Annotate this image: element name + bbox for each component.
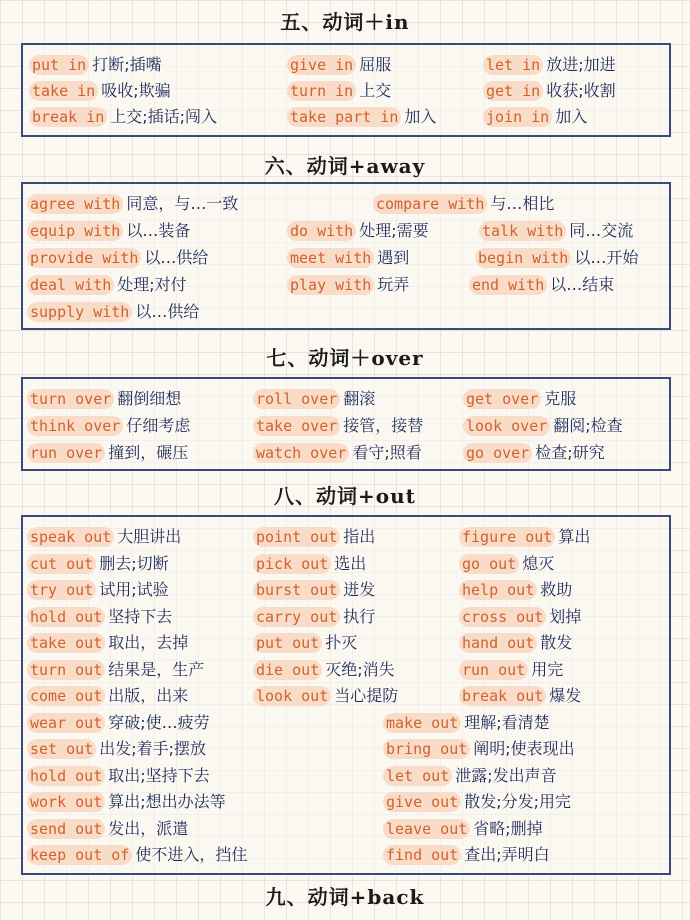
table-row bbox=[23, 300, 669, 324]
table-row bbox=[23, 658, 669, 682]
phrase: try out bbox=[27, 580, 96, 600]
phrase: wear out bbox=[27, 713, 105, 733]
phrase: turn out bbox=[27, 660, 105, 680]
meaning: 泄露;发出声音 bbox=[455, 765, 557, 785]
table-row bbox=[23, 817, 669, 841]
phrase: carry out bbox=[253, 607, 340, 627]
meaning: 吸收;欺骗 bbox=[101, 81, 171, 100]
section-title-out: 八、动词+out bbox=[274, 484, 416, 508]
list-item bbox=[253, 525, 375, 549]
meaning: 翻倒细想 bbox=[117, 389, 182, 408]
list-item bbox=[383, 790, 571, 814]
phrase: do with bbox=[287, 221, 356, 241]
meaning: 指出 bbox=[343, 527, 376, 546]
meaning: 同意，与…一致 bbox=[126, 194, 239, 213]
meaning: 选出 bbox=[334, 553, 367, 573]
phrase: speak out bbox=[27, 527, 114, 547]
table-row bbox=[23, 578, 669, 602]
table-row bbox=[23, 525, 669, 549]
phrase: turn over bbox=[27, 389, 114, 409]
meaning: 上交 bbox=[359, 81, 392, 100]
meaning: 扑灭 bbox=[325, 633, 358, 652]
phrase: let in bbox=[483, 55, 543, 75]
section-box-over bbox=[21, 377, 671, 471]
phrase: watch over bbox=[253, 443, 349, 463]
phrase: take out bbox=[27, 633, 105, 653]
table-row bbox=[23, 605, 669, 629]
phrase: think over bbox=[27, 416, 123, 436]
phrase: pick out bbox=[253, 554, 331, 574]
list-item bbox=[469, 273, 614, 297]
section-title-away: 六、动词+away bbox=[264, 154, 426, 178]
list-item bbox=[383, 843, 550, 867]
table-row bbox=[23, 192, 669, 216]
section-title-back: 九、动词+back bbox=[265, 885, 425, 909]
list-item bbox=[27, 387, 181, 411]
list-item bbox=[287, 105, 436, 129]
list-item bbox=[459, 605, 581, 629]
phrase: die out bbox=[253, 660, 322, 680]
table-row bbox=[23, 684, 669, 708]
list-item bbox=[287, 246, 409, 270]
phrase: let out bbox=[383, 766, 452, 786]
phrase: play with bbox=[287, 275, 374, 295]
phrase: agree with bbox=[27, 194, 123, 214]
table-row bbox=[23, 387, 669, 411]
phrase: cut out bbox=[27, 554, 96, 574]
list-item bbox=[27, 552, 169, 576]
list-item bbox=[459, 684, 581, 708]
list-item bbox=[383, 817, 543, 841]
meaning: 算出 bbox=[558, 527, 591, 546]
meaning: 收获;收割 bbox=[546, 81, 616, 100]
phrase: give out bbox=[383, 792, 461, 812]
phrase: hand out bbox=[459, 633, 537, 653]
phrase: go over bbox=[463, 443, 532, 463]
meaning: 加入 bbox=[555, 107, 588, 126]
meaning: 熄灭 bbox=[522, 553, 555, 573]
meaning: 划掉 bbox=[549, 606, 582, 626]
list-item bbox=[27, 764, 210, 788]
phrase: burst out bbox=[253, 580, 340, 600]
meaning: 爆发 bbox=[549, 686, 582, 705]
meaning: 处理;对付 bbox=[117, 275, 187, 294]
phrase: run over bbox=[27, 443, 105, 463]
phrase: equip with bbox=[27, 221, 123, 241]
phrase: get in bbox=[483, 81, 543, 101]
meaning: 同…交流 bbox=[569, 221, 634, 240]
phrase: join in bbox=[483, 107, 552, 127]
meaning: 出发;着手;摆放 bbox=[99, 739, 207, 758]
list-item bbox=[253, 441, 422, 465]
meaning: 玩弄 bbox=[377, 275, 410, 294]
meaning: 大胆讲出 bbox=[117, 527, 182, 546]
phrase: break in bbox=[29, 107, 107, 127]
table-row bbox=[23, 552, 669, 576]
list-item bbox=[253, 578, 375, 602]
phrase: look out bbox=[253, 686, 331, 706]
phrase: hold out bbox=[27, 766, 105, 786]
list-item bbox=[27, 843, 247, 867]
phrase: hold out bbox=[27, 607, 105, 627]
list-item bbox=[27, 441, 188, 465]
phrase: take over bbox=[253, 416, 340, 436]
meaning: 结果是，生产 bbox=[108, 659, 205, 679]
phrase: get over bbox=[463, 389, 541, 409]
list-item bbox=[27, 273, 187, 297]
meaning: 执行 bbox=[343, 606, 376, 626]
list-item bbox=[287, 219, 429, 243]
meaning: 查出;弄明白 bbox=[464, 845, 550, 864]
list-item bbox=[27, 631, 188, 655]
phrase: keep out of bbox=[27, 845, 132, 865]
section-box-away bbox=[21, 182, 671, 330]
list-item bbox=[27, 192, 238, 216]
list-item bbox=[27, 658, 204, 682]
list-item bbox=[479, 219, 633, 243]
meaning: 加入 bbox=[404, 107, 437, 126]
phrase: work out bbox=[27, 792, 105, 812]
list-item bbox=[29, 79, 171, 103]
phrase: provide with bbox=[27, 248, 141, 268]
list-item bbox=[27, 525, 181, 549]
list-item bbox=[253, 631, 357, 655]
list-item bbox=[287, 273, 409, 297]
list-item bbox=[383, 711, 550, 735]
meaning: 以…结束 bbox=[550, 275, 615, 294]
list-item bbox=[287, 79, 391, 103]
meaning: 阐明;使表现出 bbox=[473, 739, 575, 758]
phrase: meet with bbox=[287, 248, 374, 268]
meaning: 取出;坚持下去 bbox=[108, 765, 210, 785]
phrase: look over bbox=[463, 416, 550, 436]
phrase: break out bbox=[459, 686, 546, 706]
phrase: help out bbox=[459, 580, 537, 600]
list-item bbox=[459, 658, 563, 682]
phrase: begin with bbox=[475, 248, 571, 268]
meaning: 试用;试验 bbox=[99, 580, 169, 599]
list-item bbox=[459, 578, 572, 602]
meaning: 出版，出来 bbox=[108, 686, 189, 705]
table-row bbox=[23, 441, 669, 465]
table-row bbox=[23, 53, 669, 77]
meaning: 与…相比 bbox=[490, 194, 555, 213]
phrase: take part in bbox=[287, 107, 401, 127]
list-item bbox=[475, 246, 638, 270]
table-row bbox=[23, 273, 669, 297]
phrase: supply with bbox=[27, 302, 132, 322]
list-item bbox=[27, 711, 210, 735]
meaning: 取出，去掉 bbox=[108, 633, 189, 652]
meaning: 撞到，碾压 bbox=[108, 443, 189, 462]
list-item bbox=[463, 387, 576, 411]
section-title-over: 七、动词＋over bbox=[266, 346, 424, 370]
list-item bbox=[287, 53, 391, 77]
phrase: find out bbox=[383, 845, 461, 865]
list-item bbox=[27, 578, 169, 602]
phrase: point out bbox=[253, 527, 340, 547]
table-row bbox=[23, 105, 669, 129]
phrase: put out bbox=[253, 633, 322, 653]
table-row bbox=[23, 414, 669, 438]
list-item bbox=[459, 525, 590, 549]
phrase: bring out bbox=[383, 739, 470, 759]
list-item bbox=[29, 105, 217, 129]
meaning: 穿破;使…疲劳 bbox=[108, 712, 210, 732]
meaning: 当心提防 bbox=[334, 686, 399, 705]
table-row bbox=[23, 219, 669, 243]
list-item bbox=[383, 737, 575, 761]
meaning: 以…供给 bbox=[144, 248, 209, 267]
meaning: 省略;删掉 bbox=[473, 818, 543, 838]
section-title-in: 五、动词＋in bbox=[280, 10, 410, 34]
table-row bbox=[23, 737, 669, 761]
section-box-in bbox=[21, 43, 671, 137]
list-item bbox=[459, 552, 554, 576]
list-item bbox=[383, 764, 557, 788]
meaning: 打断;插嘴 bbox=[92, 55, 162, 74]
list-item bbox=[27, 300, 199, 324]
meaning: 翻阅;检查 bbox=[553, 416, 623, 435]
meaning: 放进;加进 bbox=[546, 55, 616, 74]
phrase: end with bbox=[469, 275, 547, 295]
list-item bbox=[483, 105, 587, 129]
list-item bbox=[483, 53, 616, 77]
phrase: run out bbox=[459, 660, 528, 680]
meaning: 用完 bbox=[531, 659, 564, 679]
table-row bbox=[23, 843, 669, 867]
list-item bbox=[463, 441, 605, 465]
phrase: make out bbox=[383, 713, 461, 733]
list-item bbox=[27, 684, 188, 708]
meaning: 散发;分发;用完 bbox=[464, 792, 572, 811]
list-item bbox=[27, 414, 190, 438]
phrase: come out bbox=[27, 686, 105, 706]
meaning: 看守;照看 bbox=[352, 443, 422, 462]
list-item bbox=[463, 414, 623, 438]
meaning: 处理;需要 bbox=[359, 221, 429, 240]
meaning: 散发 bbox=[540, 633, 573, 652]
phrase: give in bbox=[287, 55, 356, 75]
meaning: 屈服 bbox=[359, 55, 392, 74]
meaning: 迸发 bbox=[343, 580, 376, 599]
table-row bbox=[23, 631, 669, 655]
phrase: turn in bbox=[287, 81, 356, 101]
phrase: leave out bbox=[383, 819, 470, 839]
meaning: 使不进入，挡住 bbox=[135, 845, 248, 864]
phrase: go out bbox=[459, 554, 519, 574]
list-item bbox=[29, 53, 162, 77]
phrase: send out bbox=[27, 819, 105, 839]
meaning: 上交;插话;闯入 bbox=[110, 107, 218, 126]
list-item bbox=[253, 605, 375, 629]
meaning: 灭绝;消失 bbox=[325, 659, 395, 679]
meaning: 以…开始 bbox=[574, 248, 639, 267]
list-item bbox=[27, 219, 190, 243]
table-row bbox=[23, 764, 669, 788]
list-item bbox=[253, 658, 395, 682]
list-item bbox=[253, 552, 366, 576]
phrase: roll over bbox=[253, 389, 340, 409]
list-item bbox=[483, 79, 616, 103]
meaning: 算出;想出办法等 bbox=[108, 792, 226, 811]
list-item bbox=[27, 817, 188, 841]
list-item bbox=[253, 414, 423, 438]
meaning: 克服 bbox=[544, 389, 577, 408]
table-row bbox=[23, 790, 669, 814]
phrase: talk with bbox=[479, 221, 566, 241]
list-item bbox=[27, 605, 172, 629]
meaning: 接管，接替 bbox=[343, 416, 424, 435]
table-row bbox=[23, 79, 669, 103]
meaning: 坚持下去 bbox=[108, 606, 173, 626]
meaning: 遇到 bbox=[377, 248, 410, 267]
list-item bbox=[27, 790, 226, 814]
meaning: 以…供给 bbox=[135, 302, 200, 321]
phrase: compare with bbox=[373, 194, 487, 214]
phrase: cross out bbox=[459, 607, 546, 627]
meaning: 检查;研究 bbox=[535, 443, 605, 462]
section-box-out bbox=[21, 515, 671, 875]
list-item bbox=[373, 192, 554, 216]
phrase: figure out bbox=[459, 527, 555, 547]
meaning: 删去;切断 bbox=[99, 553, 169, 573]
meaning: 发出，派遣 bbox=[108, 818, 189, 838]
meaning: 救助 bbox=[540, 580, 573, 599]
list-item bbox=[253, 387, 375, 411]
phrase: set out bbox=[27, 739, 96, 759]
list-item bbox=[253, 684, 398, 708]
list-item bbox=[27, 737, 206, 761]
table-row bbox=[23, 711, 669, 735]
table-row bbox=[23, 246, 669, 270]
meaning: 理解;看清楚 bbox=[464, 712, 550, 732]
phrase: put in bbox=[29, 55, 89, 75]
list-item bbox=[27, 246, 208, 270]
list-item bbox=[459, 631, 572, 655]
meaning: 翻滚 bbox=[343, 389, 376, 408]
phrase: take in bbox=[29, 81, 98, 101]
phrase: deal with bbox=[27, 275, 114, 295]
meaning: 以…装备 bbox=[126, 221, 191, 240]
meaning: 仔细考虑 bbox=[126, 416, 191, 435]
